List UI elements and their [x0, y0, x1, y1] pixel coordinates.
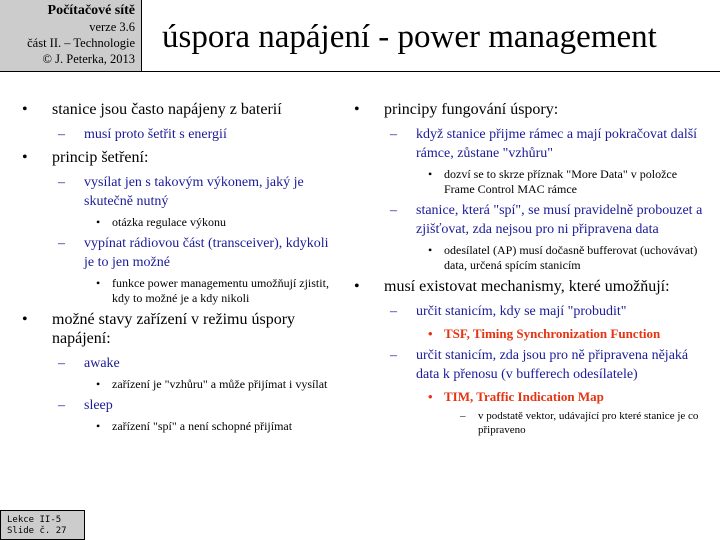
- sub-text: stanice, která "spí", se musí pravidelně probouzet a zjišťovat, zda nejsou pro ni připravena data: [416, 203, 703, 237]
- dash-marker: –: [390, 127, 397, 142]
- bullet-dot: •: [354, 278, 360, 295]
- bullet-text: musí existovat mechanismy, které umožňují:: [384, 278, 670, 295]
- bullet-text: princip šetření:: [52, 149, 149, 166]
- detail-item: [20, 419, 338, 434]
- dash-marker: –: [58, 175, 65, 190]
- bullet-item: [20, 148, 338, 167]
- sub-text: určit stanicím, zda jsou pro ně připravena nějaká data k přenosu (v bufferech odesílatele): [416, 348, 689, 382]
- detail-item: [20, 377, 338, 392]
- bullet-dot: •: [96, 419, 101, 433]
- right-column: [352, 100, 708, 441]
- dash-marker: –: [390, 203, 397, 218]
- dash-marker: –: [58, 236, 65, 251]
- course-info-box: [0, 0, 142, 72]
- detail-item: [20, 215, 338, 230]
- sub-text: určit stanicím, kdy se mají "probudit": [416, 304, 627, 319]
- detail-text: otázka regulace výkonu: [112, 215, 226, 229]
- bullet-item: [20, 310, 338, 348]
- copyright-label: © J. Peterka, 2013: [42, 52, 135, 66]
- sub-item: [352, 201, 708, 239]
- sub-item: [20, 234, 338, 272]
- dash-marker: –: [390, 304, 397, 319]
- bullet-item: [352, 100, 708, 119]
- bullet-dot: •: [428, 167, 433, 181]
- bullet-dot: •: [22, 149, 28, 166]
- sub-text: awake: [84, 356, 120, 371]
- detail-text: zařízení je "vzhůru" a může přijímat i vysílat: [112, 377, 328, 391]
- detail-text: dozví se to skrze příznak "More Data" v položce Frame Control MAC rámce: [444, 167, 678, 196]
- sub-text: vypínat rádiovou část (transceiver), kdykoli je to jen možné: [84, 236, 329, 270]
- highlight-item: [352, 325, 708, 342]
- highlight-item: [352, 388, 708, 405]
- slide-info-box: [0, 510, 85, 540]
- slide-title: úspora napájení - power management: [162, 19, 657, 55]
- highlight-text: TIM, Traffic Indication Map: [444, 389, 604, 404]
- dash-marker: –: [460, 410, 466, 422]
- bullet-dot: •: [354, 101, 360, 118]
- dash-marker: –: [58, 127, 65, 142]
- sub-text: musí proto šetřit s energií: [84, 127, 227, 142]
- sub-text: vysílat jen s takovým výkonem, jaký je skutečně nutný: [84, 175, 304, 209]
- sub-text: když stanice přijme rámec a mají pokračovat další rámce, zůstane "vzhůru": [416, 127, 698, 161]
- sub-item: [20, 396, 338, 415]
- detail-item: [352, 243, 708, 273]
- bullet-text: možné stavy zařízení v režimu úspory napájení:: [52, 311, 296, 347]
- bullet-item: [352, 277, 708, 296]
- dash-marker: –: [58, 398, 65, 413]
- sub-item: [352, 125, 708, 163]
- header-divider: [142, 71, 720, 72]
- detail-item: [352, 167, 708, 197]
- bullet-dot: •: [428, 389, 433, 404]
- lesson-label: Lekce II-5: [7, 515, 62, 525]
- detail-text: funkce power managementu umožňují zjistit, kdy to možné je a kdy nikoli: [112, 276, 329, 305]
- sub-item: [20, 173, 338, 211]
- bullet-text: stanice jsou často napájeny z baterií: [52, 101, 282, 118]
- sub-text: sleep: [84, 398, 113, 413]
- bullet-dot: •: [428, 326, 433, 341]
- bullet-dot: •: [22, 311, 28, 328]
- bullet-dot: •: [96, 377, 101, 391]
- bullet-dot: •: [96, 276, 101, 290]
- sub-item: [352, 302, 708, 321]
- sub-item: [352, 346, 708, 384]
- dash-marker: –: [390, 348, 397, 363]
- detail-text: odesílatel (AP) musí dočasně bufferovat (uchovávat) data, určená spícím stanicím: [444, 243, 698, 272]
- course-name: Počítačové sítě: [47, 3, 135, 18]
- sub-item: [20, 125, 338, 144]
- bullet-dot: •: [96, 215, 101, 229]
- bullet-item: [20, 100, 338, 119]
- bullet-text: principy fungování úspory:: [384, 101, 559, 118]
- detail-item: [20, 276, 338, 306]
- highlight-text: TSF, Timing Synchronization Function: [444, 326, 661, 341]
- bullet-dot: •: [428, 243, 433, 257]
- note-text: v podstatě vektor, udávající pro které stanice je co připraveno: [478, 410, 699, 436]
- detail-text: zařízení "spí" a není schopné přijímat: [112, 419, 293, 433]
- sub-item: [20, 354, 338, 373]
- dash-marker: –: [58, 356, 65, 371]
- left-column: [20, 100, 338, 438]
- part-label: část II. – Technologie: [27, 36, 135, 50]
- bullet-dot: •: [22, 101, 28, 118]
- note-item: [352, 409, 708, 437]
- slide-number: Slide č. 27: [7, 526, 67, 536]
- version-label: verze 3.6: [89, 20, 135, 34]
